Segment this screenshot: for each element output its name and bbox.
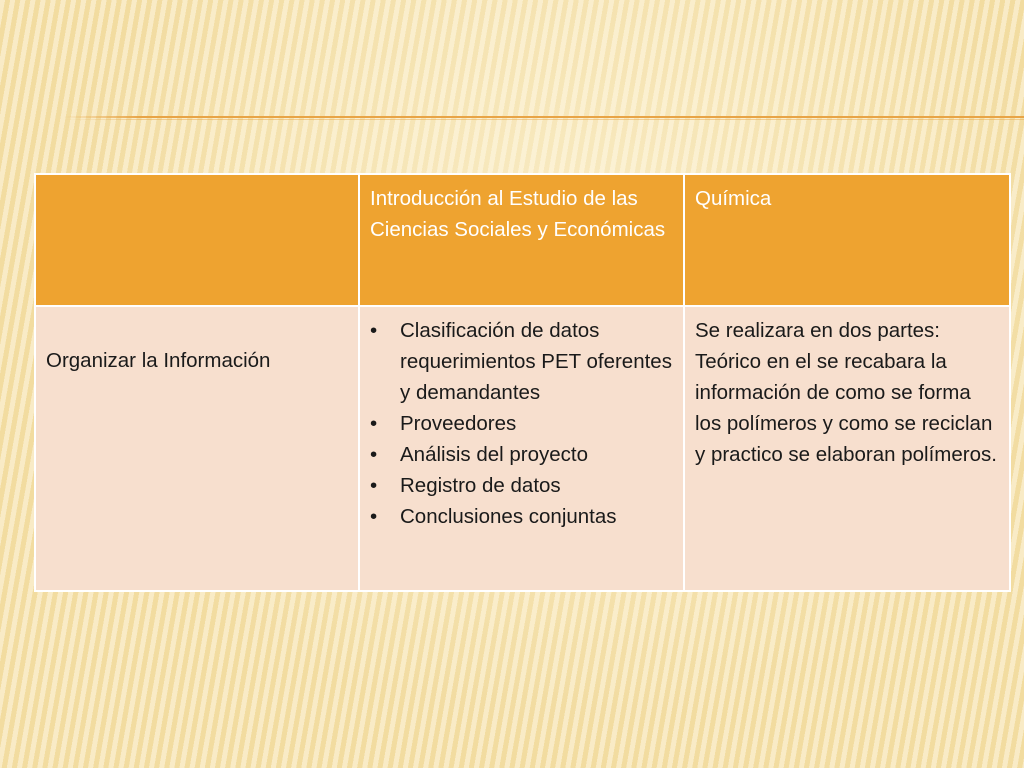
- cell-bullet-list: [359, 306, 684, 591]
- title-divider-shadow: [64, 119, 1024, 120]
- comparison-table: [34, 173, 1011, 592]
- cell-quimica-description: Se realizara en dos partes: Teórico en el se recabara la información de como se forma los polímeros y como se reciclan y practico se elaboran polímeros.: [684, 306, 1010, 591]
- list-item: [370, 439, 673, 470]
- row-label-organizar: Organizar la Información: [35, 306, 359, 591]
- bullet-icon: •: [370, 319, 378, 342]
- list-item: [370, 315, 673, 408]
- list-item-text: Análisis del proyecto: [400, 443, 589, 466]
- bullet-icon: •: [370, 443, 378, 466]
- list-item-text: Registro de datos: [400, 474, 561, 497]
- header-cell-ciencias-sociales: Introducción al Estudio de las Ciencias Sociales y Económicas: [359, 174, 684, 306]
- list-item: [370, 408, 673, 439]
- list-item: [370, 470, 673, 501]
- list-item-text: Conclusiones conjuntas: [400, 505, 617, 528]
- bullet-icon: •: [370, 412, 378, 435]
- list-item: [370, 501, 673, 532]
- title-divider-line: [64, 116, 1024, 118]
- bullet-list: [370, 315, 673, 532]
- header-cell-quimica: Química: [684, 174, 1010, 306]
- list-item-text: Clasificación de datos requerimientos PET oferentes y demandantes: [400, 319, 672, 404]
- bullet-icon: •: [370, 474, 378, 497]
- table-header-row: [35, 174, 1010, 306]
- header-cell-empty: [35, 174, 359, 306]
- table-row: [35, 306, 1010, 591]
- list-item-text: Proveedores: [400, 412, 517, 435]
- bullet-icon: •: [370, 505, 378, 528]
